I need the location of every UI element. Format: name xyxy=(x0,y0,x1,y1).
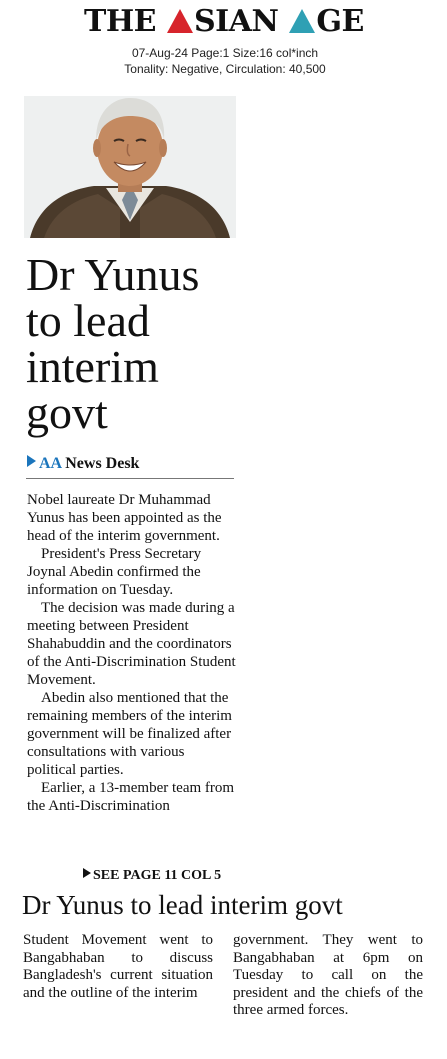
logo-text-sian: SIAN xyxy=(193,4,289,39)
continuation-headline: Dr Yunus to lead interim govt xyxy=(22,890,343,920)
jump-text: SEE PAGE 11 COL 5 xyxy=(93,868,222,883)
clipping-meta-tonality: Tonality: Negative, Circulation: 40,500 xyxy=(124,62,326,76)
paragraph: Student Movement went to Bangabhaban to discuss Bangladesh's current situation and the outline of the interim xyxy=(23,932,213,1001)
arrow-right-icon xyxy=(27,455,36,467)
clipping-meta-date: 07-Aug-24 Page:1 Size:16 col*inch xyxy=(131,46,319,60)
masthead xyxy=(0,0,447,44)
portrait-illustration xyxy=(24,96,236,238)
continuation-column-2 xyxy=(233,932,423,1020)
byline xyxy=(27,455,139,473)
logo-text-the: THE xyxy=(84,4,166,39)
divider xyxy=(26,478,234,479)
headline xyxy=(26,249,246,438)
play-arrow-icon xyxy=(83,868,91,878)
headline-line: Dr Yunus xyxy=(26,249,200,300)
byline-tag: AA xyxy=(39,455,62,472)
jump-line xyxy=(83,868,221,884)
byline-desk: News Desk xyxy=(65,455,140,472)
continuation-column-1 xyxy=(23,932,213,1002)
paragraph: Nobel laureate Dr Muhammad Yunus has been appointed as the head of the interim government. xyxy=(27,492,222,544)
headline-line: govt xyxy=(26,387,108,438)
newspaper-logo xyxy=(84,2,364,42)
article-body xyxy=(27,491,237,815)
logo-text-ge: GE xyxy=(316,4,364,39)
red-triangle-icon xyxy=(167,9,193,33)
paragraph: President's Press Secretary Joynal Abedin confirmed the information on Tuesday. xyxy=(27,546,202,598)
portrait-photo xyxy=(24,96,236,238)
paragraph: Earlier, a 13-member team from the Anti-Discrimination xyxy=(27,780,235,814)
teal-triangle-icon xyxy=(289,9,315,33)
headline-line: to lead xyxy=(26,295,150,346)
headline-line: interim xyxy=(26,341,159,392)
paragraph: government. They went to Bangabhaban at 6pm on Tuesday to call on the president and the chiefs of the three armed forces. xyxy=(233,932,423,1018)
paragraph: The decision was made during a meeting between President Shahabuddin and the coordinators of the Anti-Discrimination Student Movement. xyxy=(27,600,236,688)
paragraph: Abedin also mentioned that the remaining members of the interim government will be finalized after consultations with various political parties. xyxy=(27,690,232,778)
